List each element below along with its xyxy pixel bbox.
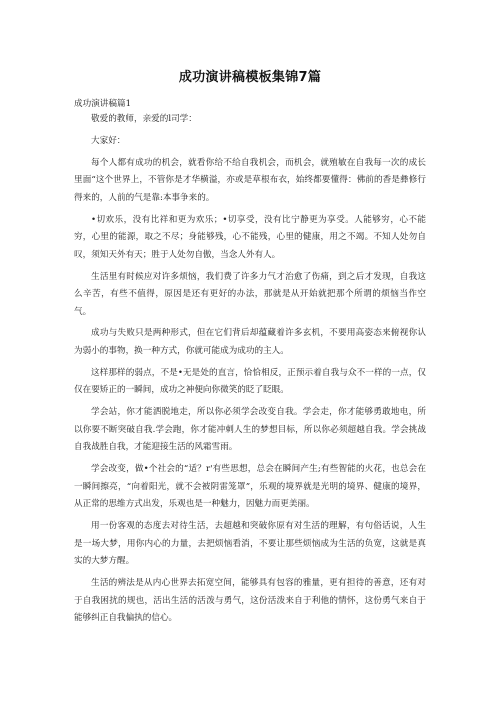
document-title: 成功演讲稿模板集锦7篇 <box>178 70 322 85</box>
paragraph: 学会改变，做•个社会的“适？r'有些思想，总会在瞬间产生;有些智能的火花，也总会在一瞬间擦亮，“向着阳光，就不会被阴雷笼罩”，乐观的境界就是光明的境界、健康的境界，从正常的思维方式出发，乐观也是一种魅力，因魅力而更美丽。 <box>74 464 426 510</box>
section-heading: 成功演讲稿篇1 <box>74 99 132 109</box>
paragraph: 成功与失败只是两种形式，但在它们背后却蕴藏着许多玄机，不要用高姿态来俯视你认为弱小的事物，换一种方式，你就可能成为成功的主人。 <box>74 328 426 357</box>
paragraph: 大家好： <box>91 135 126 146</box>
paragraph: 生活的辨法是从内心世界去拓宽空间，能够具有包容的雅量，更有担待的善意，还有对于自我困扰的规也，活出生活的活泼与勇气，这份活泼来自于利他的情怀，这份勇气来自于能够纠正自我偏执的信心。 <box>74 578 426 624</box>
paragraph: 学会站，你才能洒脱地走，所以你必须学会改变自我。学会走，你才能够勇敢地电，所以你要不断突破自我.学会跑，你才能冲刺人生的梦想目标，所以你必须超越自我。学会挑战自我战胜自我，才能迎接生活的风霜雪雨。 <box>74 407 426 453</box>
paragraph: 生活里有时候应对许多烦恼，我们费了许多力气才治愈了伤痛，到之后才发现，自我这么辛苦，有些不值得，原因是还有更好的办法，那就是从开始就把那个所谓的烦恼当作空气。 <box>74 271 426 317</box>
document-body <box>74 111 426 632</box>
paragraph: 用一份客观的态度去对待生活，去超越和突破你原有对生活的理解，有句俗话说，人生是一场大梦，用你内心的力量，去把烦恼看消，不要让那些烦恼成为生活的负宽，这就是真实的大梦方醒。 <box>74 521 426 567</box>
paragraph: 这样那样的弱点，不是•无是处的直言，恰恰相反，正预示着自我与众不一样的一点，仅仅在要矫正的一瞬间，成功之神便向你微笑的眨了眨眼。 <box>74 367 426 396</box>
paragraph: 每个人都有成功的机会，就看你给不给自我机会，而机会，就殖敏在自我每一次的成长里面“这个世界上，不管你是才华横溢，亦或是草根布衣，始终都要懂得：佛前的香是彝修行得来的，人前的气是靠:本事争来的。 <box>74 157 426 203</box>
paragraph: 敬爱的教师，亲爱的l司学： <box>91 114 197 124</box>
paragraph: •切欢乐，没有比祥和更为欢乐；•切享受，没有比宁静更为享受。人能够穷，心不能穷，心里的能源，取之不尽；身能够残，心不能残，心里的健康，用之不竭。不知人处勿自叹，须知天外有天；胜于人处勿自傲，当念人外有人。 <box>74 214 426 260</box>
